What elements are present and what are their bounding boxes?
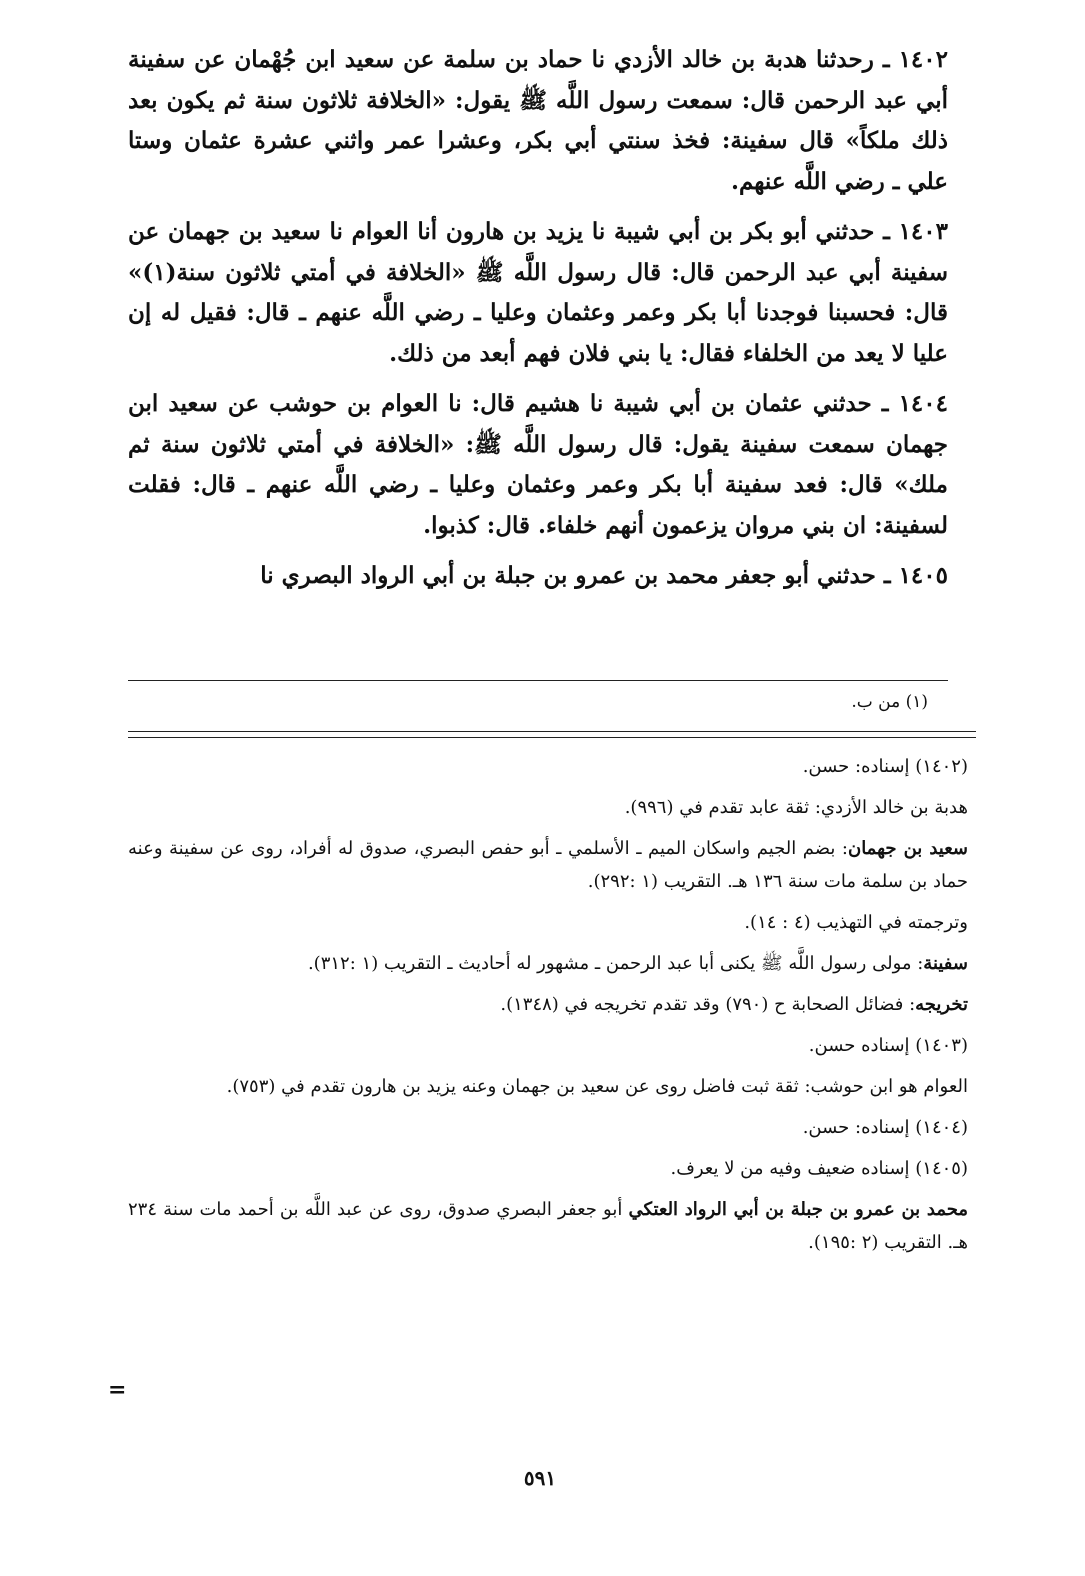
note-1402-isnad: (١٤٠٢) إسناده: حسن. <box>802 756 968 777</box>
note-saeed: سعيد بن جهمان: بضم الجيم واسكان الميم ـ الأسلمي ـ أبو حفص البصري، صدوق له أفراد، روى عن سفينة وعنه حماد بن سلمة مات سنة ١٣٦ هـ. التقريب (١ :٢٩٢). <box>128 838 968 892</box>
note-tahdhib: وترجمته في التهذيب (٤ : ١٤). <box>744 912 968 933</box>
footnote: (١) من ب. <box>851 692 928 712</box>
page-number: ٥٩١ <box>523 1466 557 1490</box>
note-1403-isnad: (١٤٠٣) إسناده حسن. <box>808 1035 968 1056</box>
note-takhrij: تخريجه: فضائل الصحابة ح (٧٩٠) وقد تقدم تخريجه في (١٣٤٨). <box>500 994 968 1015</box>
note-1405-isnad: (١٤٠٥) إسناده ضعيف وفيه من لا يعرف. <box>670 1158 968 1179</box>
main-text <box>128 40 948 607</box>
notes-divider <box>128 731 976 738</box>
note-safina: سفينة: مولى رسول اللَّه ﷺ يكنى أبا عبد الرحمن ـ مشهور له أحاديث ـ التقريب (١ :٣١٢). <box>307 953 968 974</box>
commentary-notes <box>128 750 968 1267</box>
note-1404-isnad: (١٤٠٤) إسناده: حسن. <box>802 1117 968 1138</box>
hadith-1402: ١٤٠٢ ـ ﺭحدثنا هدبة بن خالد الأزدي نا حماد بن سلمة عن سعيد ابن جُهْمان عن سفينة أبي عبد الرحمن قال: سمعت رسول اللَّه ﷺ يقول: «الخلافة ثلاثون سنة ثم يكون بعد ذلك ملكاً» قال سفينة: فخذ سنتي أبي بكر، وعشرا عمر واثني عشرة عثمان وستا علي ـ رضي اللَّه عنهم. <box>128 46 948 195</box>
note-muhammad: محمد بن عمرو بن جبلة بن أبي الرواد العتكي أبو جعفر البصري صدوق، روى عن عبد اللَّه بن أحمد مات سنة ٢٣٤ هـ. التقريب (٢ :١٩٥). <box>128 1199 968 1253</box>
hadith-1404: ١٤٠٤ ـ حدثني عثمان بن أبي شيبة نا هشيم قال: نا العوام بن حوشب عن سعيد ابن جهمان سمعت سفينة يقول: قال رسول اللَّه ﷺ: «الخلافة في أمتي ثلاثون سنة ثم ملك» قال: فعد سفينة أبا بكر وعمر وعثمان وعليا ـ رضي اللَّه عنهم ـ قال: فقلت لسفينة: ان بني مروان يزعمون أنهم خلفاء. قال: كذبوا. <box>128 390 948 539</box>
hadith-1403: ١٤٠٣ ـ حدثني أبو بكر بن أبي شيبة نا يزيد بن هارون أنا العوام نا سعيد بن جهمان عن سفينة أبي عبد الرحمن قال: قال رسول اللَّه ﷺ «الخلافة في أمتي ثلاثون سنة(١)» قال: فحسبنا فوجدنا أبا بكر وعمر وعثمان وعليا ـ رضي اللَّه عنهم ـ قال: فقيل له إن عليا لا يعد من الخلفاء فقال: يا بني فلان فهم أبعد من ذلك. <box>128 218 948 367</box>
note-hudba: هدبة بن خالد الأزدي: ثقة عابد تقدم في (٩٩٦). <box>624 797 968 818</box>
footnote-divider <box>128 680 948 681</box>
continuation-mark: = <box>108 1377 127 1403</box>
hadith-1405: ١٤٠٥ ـ حدثني أبو جعفر محمد بن عمرو بن جبلة بن أبي الرواد البصري نا <box>260 562 948 589</box>
note-awwam: العوام هو ابن حوشب: ثقة ثبت فاضل روى عن سعيد بن جهمان وعنه يزيد بن هارون تقدم في (٧٥٣). <box>226 1076 968 1097</box>
